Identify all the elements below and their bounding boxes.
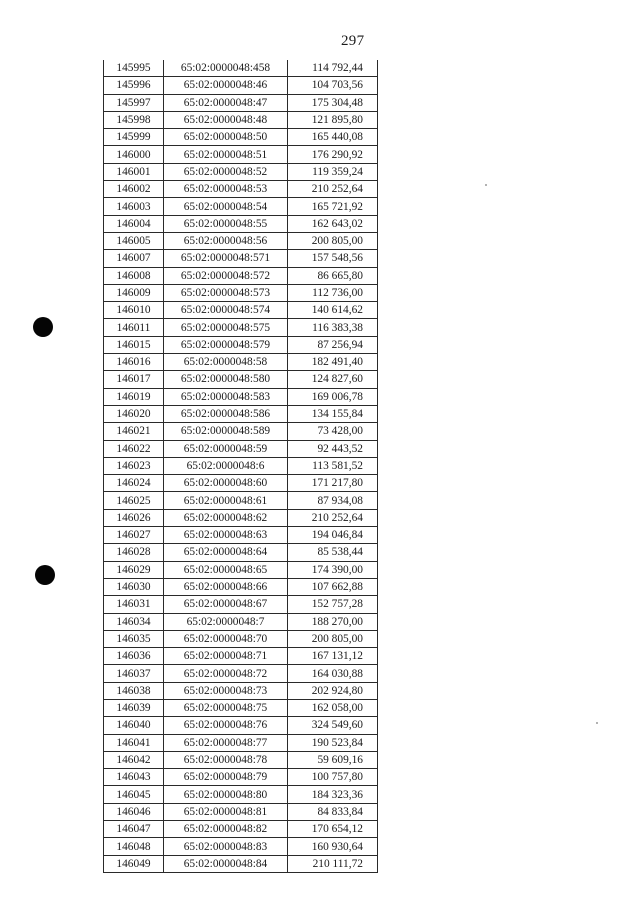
cadastral-value-cell: 176 290,92: [288, 146, 378, 163]
cadastral-number-cell: 65:02:0000048:76: [164, 717, 288, 734]
cadastral-value-cell: 165 721,92: [288, 198, 378, 215]
cadastral-value-cell: 119 359,24: [288, 163, 378, 180]
row-number-cell: 146023: [104, 457, 164, 474]
table-row: [104, 855, 378, 872]
cadastral-value-cell: 160 930,64: [288, 838, 378, 855]
row-number-cell: 146041: [104, 734, 164, 751]
row-number-cell: 146001: [104, 163, 164, 180]
cadastral-value-cell: 152 757,28: [288, 596, 378, 613]
row-number-cell: 146037: [104, 665, 164, 682]
row-number-cell: 145999: [104, 129, 164, 146]
table-row: [104, 613, 378, 630]
cadastral-number-cell: 65:02:0000048:458: [164, 60, 288, 77]
cadastral-number-cell: 65:02:0000048:47: [164, 94, 288, 111]
cadastral-value-cell: 86 665,80: [288, 267, 378, 284]
cadastral-number-cell: 65:02:0000048:7: [164, 613, 288, 630]
cadastral-number-cell: 65:02:0000048:48: [164, 111, 288, 128]
cadastral-value-cell: 174 390,00: [288, 561, 378, 578]
cadastral-number-cell: 65:02:0000048:64: [164, 544, 288, 561]
table-body: [104, 60, 378, 872]
cadastral-number-cell: 65:02:0000048:51: [164, 146, 288, 163]
row-number-cell: 146020: [104, 405, 164, 422]
table-row: [104, 769, 378, 786]
table-row: [104, 388, 378, 405]
cadastral-value-cell: 184 323,36: [288, 786, 378, 803]
table-row: [104, 371, 378, 388]
table-row: [104, 232, 378, 249]
cadastral-number-cell: 65:02:0000048:61: [164, 492, 288, 509]
row-number-cell: 146007: [104, 250, 164, 267]
cadastral-value-cell: 73 428,00: [288, 423, 378, 440]
table-row: [104, 717, 378, 734]
cadastral-number-cell: 65:02:0000048:72: [164, 665, 288, 682]
cadastral-number-cell: 65:02:0000048:571: [164, 250, 288, 267]
table-row: [104, 561, 378, 578]
cadastral-value-cell: 188 270,00: [288, 613, 378, 630]
row-number-cell: 146000: [104, 146, 164, 163]
cadastral-number-cell: 65:02:0000048:575: [164, 319, 288, 336]
row-number-cell: 145997: [104, 94, 164, 111]
page-number: 297: [341, 33, 365, 49]
cadastral-value-cell: 104 703,56: [288, 77, 378, 94]
cadastral-number-cell: 65:02:0000048:65: [164, 561, 288, 578]
cadastral-value-cell: 164 030,88: [288, 665, 378, 682]
cadastral-number-cell: 65:02:0000048:73: [164, 682, 288, 699]
cadastral-value-cell: 162 643,02: [288, 215, 378, 232]
table-row: [104, 751, 378, 768]
cadastral-number-cell: 65:02:0000048:580: [164, 371, 288, 388]
cadastral-value-cell: 169 006,78: [288, 388, 378, 405]
cadastral-value-cell: 113 581,52: [288, 457, 378, 474]
row-number-cell: 145996: [104, 77, 164, 94]
cadastral-value-cell: 210 252,64: [288, 181, 378, 198]
table-row: [104, 457, 378, 474]
table-row: [104, 198, 378, 215]
row-number-cell: 146022: [104, 440, 164, 457]
cadastral-number-cell: 65:02:0000048:59: [164, 440, 288, 457]
cadastral-number-cell: 65:02:0000048:54: [164, 198, 288, 215]
table-row: [104, 354, 378, 371]
cadastral-value-cell: 87 256,94: [288, 336, 378, 353]
cadastral-value-cell: 190 523,84: [288, 734, 378, 751]
cadastral-number-cell: 65:02:0000048:60: [164, 475, 288, 492]
row-number-cell: 146043: [104, 769, 164, 786]
cadastral-value-cell: 324 549,60: [288, 717, 378, 734]
cadastral-value-cell: 134 155,84: [288, 405, 378, 422]
row-number-cell: 145998: [104, 111, 164, 128]
table-row: [104, 509, 378, 526]
row-number-cell: 146046: [104, 803, 164, 820]
cadastral-value-cell: 200 805,00: [288, 630, 378, 647]
table-row: [104, 146, 378, 163]
cadastral-number-cell: 65:02:0000048:46: [164, 77, 288, 94]
row-number-cell: 146034: [104, 613, 164, 630]
cadastral-number-cell: 65:02:0000048:589: [164, 423, 288, 440]
cadastral-number-cell: 65:02:0000048:79: [164, 769, 288, 786]
cadastral-value-cell: 210 252,64: [288, 509, 378, 526]
row-number-cell: 146027: [104, 527, 164, 544]
row-number-cell: 146002: [104, 181, 164, 198]
cadastral-number-cell: 65:02:0000048:78: [164, 751, 288, 768]
row-number-cell: 146035: [104, 630, 164, 647]
cadastral-number-cell: 65:02:0000048:83: [164, 838, 288, 855]
cadastral-value-cell: 85 538,44: [288, 544, 378, 561]
cadastral-number-cell: 65:02:0000048:66: [164, 578, 288, 595]
table-row: [104, 302, 378, 319]
table-row: [104, 111, 378, 128]
row-number-cell: 146036: [104, 648, 164, 665]
cadastral-value-cell: 140 614,62: [288, 302, 378, 319]
cadastral-value-cell: 162 058,00: [288, 699, 378, 716]
row-number-cell: 146019: [104, 388, 164, 405]
row-number-cell: 146042: [104, 751, 164, 768]
cadastral-number-cell: 65:02:0000048:6: [164, 457, 288, 474]
row-number-cell: 146047: [104, 821, 164, 838]
cadastral-number-cell: 65:02:0000048:574: [164, 302, 288, 319]
binder-punch-hole-top: [33, 317, 53, 337]
cadastral-number-cell: 65:02:0000048:81: [164, 803, 288, 820]
cadastral-number-cell: 65:02:0000048:50: [164, 129, 288, 146]
table-row: [104, 250, 378, 267]
table-row: [104, 821, 378, 838]
cadastral-number-cell: 65:02:0000048:70: [164, 630, 288, 647]
scan-speck: [485, 184, 487, 186]
row-number-cell: 146038: [104, 682, 164, 699]
table-row: [104, 163, 378, 180]
row-number-cell: 146004: [104, 215, 164, 232]
table-row: [104, 734, 378, 751]
row-number-cell: 146015: [104, 336, 164, 353]
row-number-cell: 146021: [104, 423, 164, 440]
table-row: [104, 630, 378, 647]
cadastral-value-cell: 194 046,84: [288, 527, 378, 544]
cadastral-value-cell: 121 895,80: [288, 111, 378, 128]
table-row: [104, 319, 378, 336]
row-number-cell: 146025: [104, 492, 164, 509]
row-number-cell: 146009: [104, 284, 164, 301]
cadastral-number-cell: 65:02:0000048:56: [164, 232, 288, 249]
table-row: [104, 786, 378, 803]
cadastral-value-cell: 116 383,38: [288, 319, 378, 336]
cadastral-number-cell: 65:02:0000048:77: [164, 734, 288, 751]
table-row: [104, 699, 378, 716]
table-row: [104, 267, 378, 284]
cadastral-number-cell: 65:02:0000048:586: [164, 405, 288, 422]
row-number-cell: 146017: [104, 371, 164, 388]
cadastral-number-cell: 65:02:0000048:82: [164, 821, 288, 838]
cadastral-value-cell: 59 609,16: [288, 751, 378, 768]
table-row: [104, 578, 378, 595]
table-row: [104, 682, 378, 699]
table-row: [104, 94, 378, 111]
row-number-cell: 146031: [104, 596, 164, 613]
cadastral-value-cell: 92 443,52: [288, 440, 378, 457]
table-row: [104, 527, 378, 544]
row-number-cell: 146008: [104, 267, 164, 284]
cadastral-value-cell: 107 662,88: [288, 578, 378, 595]
row-number-cell: 146040: [104, 717, 164, 734]
table-row: [104, 596, 378, 613]
row-number-cell: 146048: [104, 838, 164, 855]
table-row: [104, 181, 378, 198]
cadastral-value-cell: 165 440,08: [288, 129, 378, 146]
table-row: [104, 440, 378, 457]
cadastral-value-cell: 114 792,44: [288, 60, 378, 77]
cadastral-value-cell: 175 304,48: [288, 94, 378, 111]
scan-speck: [596, 722, 598, 724]
row-number-cell: 146010: [104, 302, 164, 319]
cadastral-number-cell: 65:02:0000048:58: [164, 354, 288, 371]
cadastral-number-cell: 65:02:0000048:62: [164, 509, 288, 526]
cadastral-number-cell: 65:02:0000048:579: [164, 336, 288, 353]
cadastral-value-cell: 100 757,80: [288, 769, 378, 786]
table-row: [104, 405, 378, 422]
cadastral-value-cell: 171 217,80: [288, 475, 378, 492]
cadastral-number-cell: 65:02:0000048:75: [164, 699, 288, 716]
cadastral-number-cell: 65:02:0000048:573: [164, 284, 288, 301]
row-number-cell: 146011: [104, 319, 164, 336]
cadastral-value-cell: 112 736,00: [288, 284, 378, 301]
table-row: [104, 665, 378, 682]
row-number-cell: 146024: [104, 475, 164, 492]
cadastral-value-cell: 157 548,56: [288, 250, 378, 267]
cadastral-value-cell: 170 654,12: [288, 821, 378, 838]
cadastral-number-cell: 65:02:0000048:63: [164, 527, 288, 544]
cadastral-number-cell: 65:02:0000048:84: [164, 855, 288, 872]
table-row: [104, 803, 378, 820]
table-row: [104, 129, 378, 146]
table-row: [104, 544, 378, 561]
row-number-cell: 146028: [104, 544, 164, 561]
table-row: [104, 215, 378, 232]
table-row: [104, 336, 378, 353]
cadastral-number-cell: 65:02:0000048:67: [164, 596, 288, 613]
cadastral-number-cell: 65:02:0000048:55: [164, 215, 288, 232]
row-number-cell: 146049: [104, 855, 164, 872]
row-number-cell: 146030: [104, 578, 164, 595]
table-row: [104, 475, 378, 492]
row-number-cell: 146005: [104, 232, 164, 249]
cadastral-number-cell: 65:02:0000048:52: [164, 163, 288, 180]
table-row: [104, 284, 378, 301]
table-row: [104, 77, 378, 94]
cadastral-number-cell: 65:02:0000048:53: [164, 181, 288, 198]
row-number-cell: 146039: [104, 699, 164, 716]
row-number-cell: 146029: [104, 561, 164, 578]
binder-punch-hole-bottom: [35, 565, 55, 585]
cadastral-value-cell: 84 833,84: [288, 803, 378, 820]
cadastral-value-cell: 182 491,40: [288, 354, 378, 371]
cadastral-value-table: [103, 60, 378, 873]
cadastral-value-cell: 200 805,00: [288, 232, 378, 249]
cadastral-value-cell: 167 131,12: [288, 648, 378, 665]
cadastral-value-cell: 87 934,08: [288, 492, 378, 509]
table-row: [104, 60, 378, 77]
row-number-cell: 146026: [104, 509, 164, 526]
row-number-cell: 146003: [104, 198, 164, 215]
cadastral-number-cell: 65:02:0000048:572: [164, 267, 288, 284]
row-number-cell: 146016: [104, 354, 164, 371]
row-number-cell: 146045: [104, 786, 164, 803]
cadastral-number-cell: 65:02:0000048:583: [164, 388, 288, 405]
table-row: [104, 492, 378, 509]
cadastral-number-cell: 65:02:0000048:71: [164, 648, 288, 665]
table-row: [104, 648, 378, 665]
table-row: [104, 423, 378, 440]
table-row: [104, 838, 378, 855]
cadastral-value-cell: 210 111,72: [288, 855, 378, 872]
row-number-cell: 145995: [104, 60, 164, 77]
cadastral-number-cell: 65:02:0000048:80: [164, 786, 288, 803]
cadastral-value-cell: 202 924,80: [288, 682, 378, 699]
cadastral-value-cell: 124 827,60: [288, 371, 378, 388]
